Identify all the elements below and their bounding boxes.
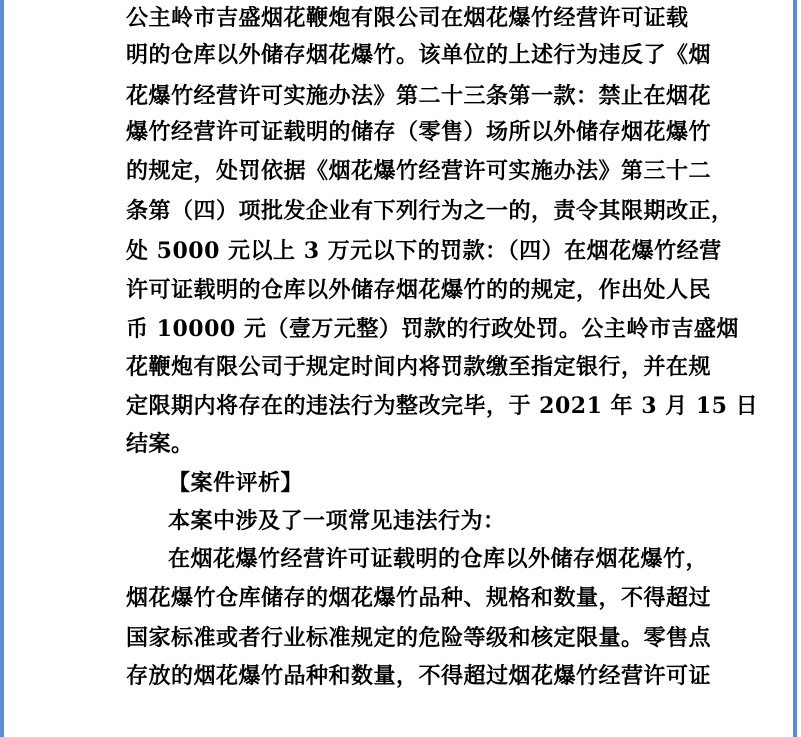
text-line: 处 5000 元以上 3 万元以下的罚款：（四）在烟花爆竹经营 bbox=[126, 238, 722, 264]
text-line: 结案。 bbox=[126, 431, 194, 457]
text-line: 在烟花爆竹经营许可证载明的仓库以外储存烟花爆竹， bbox=[168, 546, 709, 572]
text-line: 币 10000 元（壹万元整）罚款的行政处罚。公主岭市吉盛烟 bbox=[126, 316, 739, 342]
page-right-border bbox=[793, 0, 797, 737]
section-heading: 【案件评析】 bbox=[168, 470, 304, 496]
text-line: 许可证载明的仓库以外储存烟花爆竹的的规定，作出处人民 bbox=[126, 277, 712, 303]
text-line: 公主岭市吉盛烟花鞭炮有限公司在烟花爆竹经营许可证载 bbox=[126, 5, 689, 31]
text-line: 明的仓库以外储存烟花爆竹。该单位的上述行为违反了《烟 bbox=[126, 42, 712, 68]
page-left-border bbox=[0, 0, 4, 737]
text-line: 存放的烟花爆竹品种和数量，不得超过烟花爆竹经营许可证 bbox=[126, 663, 712, 689]
text-line: 花爆竹经营许可实施办法》第二十三条第一款：禁止在烟花 bbox=[126, 83, 712, 109]
text-line: 的规定，处罚依据《烟花爆竹经营许可实施办法》第三十二 bbox=[126, 158, 712, 184]
text-line: 国家标准或者行业标准规定的危险等级和核定限量。零售点 bbox=[126, 625, 712, 651]
text-line: 花鞭炮有限公司于规定时间内将罚款缴至指定银行，并在规 bbox=[126, 354, 712, 380]
text-line: 条第（四）项批发企业有下列行为之一的，责令其限期改正， bbox=[126, 198, 734, 224]
text-line: 定限期内将存在的违法行为整改完毕，于 2021 年 3 月 15 日 bbox=[126, 393, 759, 419]
text-line: 爆竹经营许可证载明的储存（零售）场所以外储存烟花爆竹 bbox=[126, 119, 712, 145]
text-line: 烟花爆竹仓库储存的烟花爆竹品种、规格和数量，不得超过 bbox=[126, 585, 712, 611]
text-line: 本案中涉及了一项常见违法行为： bbox=[168, 508, 506, 534]
